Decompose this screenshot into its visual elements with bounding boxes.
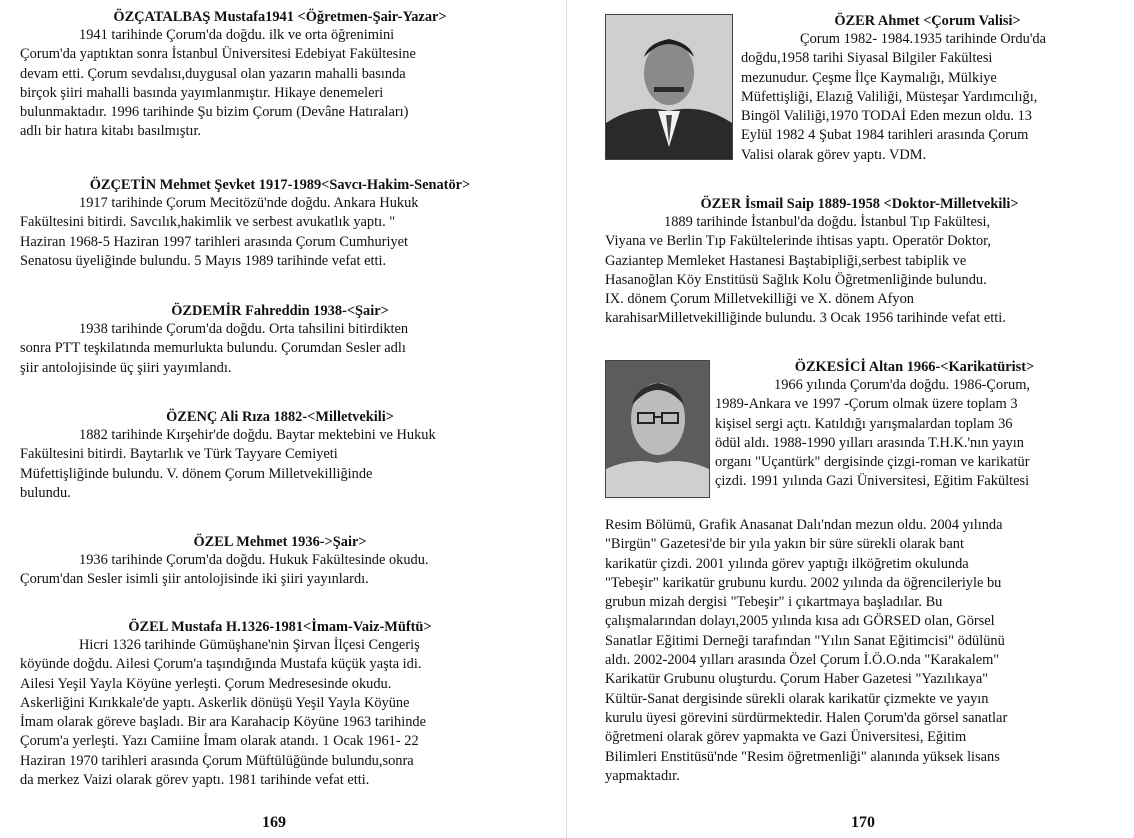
entry-title: ÖZÇETİN Mehmet Şevket 1917-1989<Savcı-Hakim-Senatör> — [89, 177, 471, 193]
body-line: karahisarMilletvekilliğinde bulundu. 3 Ocak 1956 tarihinde vefat etti. — [605, 310, 1006, 327]
body-line: kişisel sergi açtı. Katıldığı yarışmalardan toplam 36 — [715, 415, 1013, 432]
page-number: 170 — [851, 814, 875, 831]
body-line: Valisi olarak görev yaptı. VDM. — [741, 146, 927, 163]
body-line: organı "Uçantürk" dergisinde çizgi-roman ve karikatür — [715, 454, 1030, 471]
entry-ozcatalbas — [20, 8, 540, 142]
page-number: 169 — [262, 814, 286, 831]
body-line: 1989-Ankara ve 1997 -Çorum olmak üzere toplam 3 — [715, 396, 1018, 413]
body-line: Sanatlar Eğitimi Derneği tarafından "Yılın Sanat Eğitimcisi" ödülünü — [605, 632, 1005, 649]
body-line: çizdi. 1991 yılında Gazi Üniversitesi, Eğitim Fakültesi — [715, 473, 1030, 490]
body-line: 1941 tarihinde Çorum'da doğdu. ilk ve orta öğrenimini — [79, 27, 395, 43]
entry-ozdemir — [20, 302, 540, 378]
body-line: öğretmeni olarak görev yapmakta ve Gazi Üniversitesi, Eğitim — [605, 729, 967, 746]
body-line: bulunmaktadır. 1996 tarihinde Şu bizim Çorum (Devâne Hatıraları) — [20, 104, 409, 121]
body-line: "Tebeşir" karikatür grubunu kurdu. 2002 yılında da öğrencileriyle bu — [605, 574, 1002, 591]
entry-title: ÖZEL Mustafa H.1326-1981<İmam-Vaiz-Müftü> — [128, 619, 432, 635]
entry-ozenc — [20, 408, 540, 503]
body-line: Fakültesini bitirdi. Baytarlık ve Türk Tayyare Cemiyeti — [20, 446, 338, 463]
body-line: 1917 tarihinde Çorum Mecitözü'nde doğdu. Ankara Hukuk — [79, 195, 419, 211]
body-line: İmam olarak göreve başladı. Bir ara Karahacip Köyüne 1963 tarihinde — [20, 714, 426, 731]
body-line: Kültür-Sanat dergisinde sürekli olarak karikatür çizmekte ve yayın — [605, 690, 989, 707]
entry-ozel-mustafa — [20, 618, 540, 790]
entry-title: ÖZER Ahmet <Çorum Valisi> — [834, 13, 1021, 29]
entry-body — [605, 213, 1114, 329]
entry-body — [605, 516, 1114, 786]
body-line: çalışmalarından dolayı,2005 yılında kısa adı GÖRSED olan, Görsel — [605, 613, 995, 630]
body-line: Bingöl Valiliği,1970 TODAİ Eden mezun oldu. 13 — [741, 108, 1032, 125]
entry-ozel-mehmet — [20, 533, 540, 590]
entry-ozkesici — [605, 358, 1114, 492]
body-line: Çorum'a yerleşti. Yazı Camiine İmam olarak atandı. 1 Ocak 1961- 22 — [20, 733, 419, 750]
body-line: şiir antolojisinde üç şiiri yayımlandı. — [20, 359, 232, 376]
body-line: 1936 tarihinde Çorum'da doğdu. Hukuk Fakültesinde okudu. — [79, 552, 429, 568]
body-line: karikatür çizdi. 2001 yılında görev yaptığı ilköğretim okulunda — [605, 555, 969, 572]
body-line: kurulu üyesi görevini sürdürmektedir. Halen Çorum'da görsel sanatlar — [605, 709, 1008, 726]
entry-body — [20, 194, 540, 271]
body-line: adlı bir hatıra kitabı basılmıştır. — [20, 123, 202, 140]
entry-body — [20, 636, 540, 790]
entry-body — [20, 426, 540, 503]
body-line: bulundu. — [20, 484, 71, 501]
body-line: Haziran 1968-5 Haziran 1997 tarihleri arasında Çorum Cumhuriyet — [20, 233, 409, 250]
body-line: Gaziantep Memleket Hastanesi Baştabipliği,serbest tabiplik ve — [605, 252, 967, 269]
body-line: Askerliğini Kırıkkale'de yaptı. Askerlik dönüşü Yeşil Yayla Köyüne — [20, 694, 410, 711]
body-line: ödül aldı. 1988-1990 yılları arasında T.H.K.'nın yayın — [715, 434, 1025, 451]
entry-title: ÖZDEMİR Fahreddin 1938-<Şair> — [171, 303, 389, 319]
body-line: Senatosu üyeliğinde bulundu. 5 Mayıs 1989 tarihinde vefat etti. — [20, 252, 387, 269]
body-line: birçok şiiri mahalli basında yayımlanmıştır. Hikaye denemeleri — [20, 84, 384, 101]
body-line: Hasanoğlan Köy Enstitüsü Sağlık Kolu Öğretmenliğinde bulundu. — [605, 271, 987, 288]
body-line: Ailesi Yeşil Yayla Köyüne yerleşti. Çorum Medresesinde okudu. — [20, 675, 392, 692]
body-line: doğdu,1958 tarihi Siyasal Bilgiler Fakültesi — [741, 50, 993, 67]
body-line: 1966 yılında Çorum'da doğdu. 1986-Çorum, — [774, 377, 1031, 393]
body-line: IX. dönem Çorum Milletvekilliği ve X. dönem Afyon — [605, 291, 914, 308]
body-line: 1882 tarihinde Kırşehir'de doğdu. Baytar mektebini ve Hukuk — [79, 427, 436, 443]
entry-title: ÖZÇATALBAŞ Mustafa1941 <Öğretmen-Şair-Yazar> — [113, 9, 447, 25]
entry-ozkesici-continued — [605, 516, 1114, 786]
entry-ozcetin — [20, 176, 540, 271]
entry-ozer-ismail — [605, 195, 1114, 329]
body-line: "Birgün" Gazetesi'de bir yıla yakın bir süre sürekli olarak bant — [605, 536, 964, 553]
entry-body — [20, 551, 540, 590]
body-line: devam etti. Çorum sevdalısı,duygusal olan yazarın mahalli basında — [20, 65, 406, 82]
body-line: Resim Bölümü, Grafik Anasanat Dalı'ndan mezun oldu. 2004 yılında — [605, 517, 1003, 533]
entry-title: ÖZENÇ Ali Rıza 1882-<Milletvekili> — [166, 409, 394, 425]
body-line: köyünde doğdu. Ailesi Çorum'a taşındığında Mustafa küçük yaşta idi. — [20, 656, 422, 673]
entry-body — [20, 26, 540, 142]
body-line: aldı. 2002-2004 yılları arasında Özel Çorum İ.Ö.O.nda "Karakalem" — [605, 652, 1000, 669]
body-line: grubun mizah dergisi "Tebeşir" i çıkartmaya başladılar. Bu — [605, 594, 943, 611]
left-page — [0, 0, 566, 838]
body-line: mezunudur. Çeşme İlçe Kaymalığı, Mülkiye — [741, 69, 997, 86]
entry-body — [715, 376, 1114, 492]
body-line: Müfettişliğinde bulundu. V. dönem Çorum Milletvekilliğinde — [20, 465, 373, 482]
entry-ozer-ahmet — [741, 12, 1114, 165]
body-line: da merkez Vaizi olarak görev yaptı. 1981 tarihinde vefat etti. — [20, 772, 370, 789]
body-line: Hicri 1326 tarihinde Gümüşhane'nin Şirvan İlçesi Cengeriş — [79, 637, 420, 653]
body-line: Bilimleri Enstitüsü'nde "Resim öğretmenliği" alanında yüksek lisans — [605, 748, 1000, 765]
body-line: Çorum'da yaptıktan sonra İstanbul Üniversitesi Edebiyat Fakültesine — [20, 46, 416, 63]
entry-title: ÖZER İsmail Saip 1889-1958 <Doktor-Milletvekili> — [700, 196, 1019, 212]
body-line: 1889 tarihinde İstanbul'da doğdu. İstanbul Tıp Fakültesi, — [664, 214, 991, 230]
body-line: sonra PTT teşkilatında memurlukta bulundu. Çorumdan Sesler adlı — [20, 340, 406, 357]
entry-body — [741, 30, 1114, 165]
body-line: Çorum 1982- 1984.1935 tarihinde Ordu'da — [800, 31, 1046, 47]
right-page — [567, 0, 1134, 838]
body-line: Viyana ve Berlin Tıp Fakültelerinde ihtisas yaptı. Operatör Doktor, — [605, 233, 991, 250]
entry-title: ÖZEL Mehmet 1936->Şair> — [193, 534, 367, 550]
body-line: yapmaktadır. — [605, 767, 680, 784]
body-line: Çorum'dan Sesler isimli şiir antolojisinde iki şiiri yayınlardı. — [20, 571, 369, 588]
body-line: Karikatür Grubunu oluşturdu. Çorum Haber Gazetesi "Yazılıkaya" — [605, 671, 989, 688]
body-line: Eylül 1982 4 Şubat 1984 tarihleri arasında Çorum — [741, 127, 1029, 144]
body-line: Müfettişliği, Elazığ Valiliği, Müsteşar Yardımcılığı, — [741, 88, 1038, 105]
entry-title: ÖZKESİCİ Altan 1966-<Karikatürist> — [794, 359, 1035, 375]
entry-body — [20, 320, 540, 378]
body-line: Haziran 1970 tarihleri arasında Çorum Müftülüğünde bulundu,sonra — [20, 752, 414, 769]
portrait-ozer-ahmet — [605, 14, 733, 160]
body-line: Fakültesini bitirdi. Savcılık,hakimlik ve serbest avukatlık yaptı. " — [20, 214, 396, 231]
body-line: 1938 tarihinde Çorum'da doğdu. Orta tahsilini bitirdikten — [79, 321, 409, 337]
